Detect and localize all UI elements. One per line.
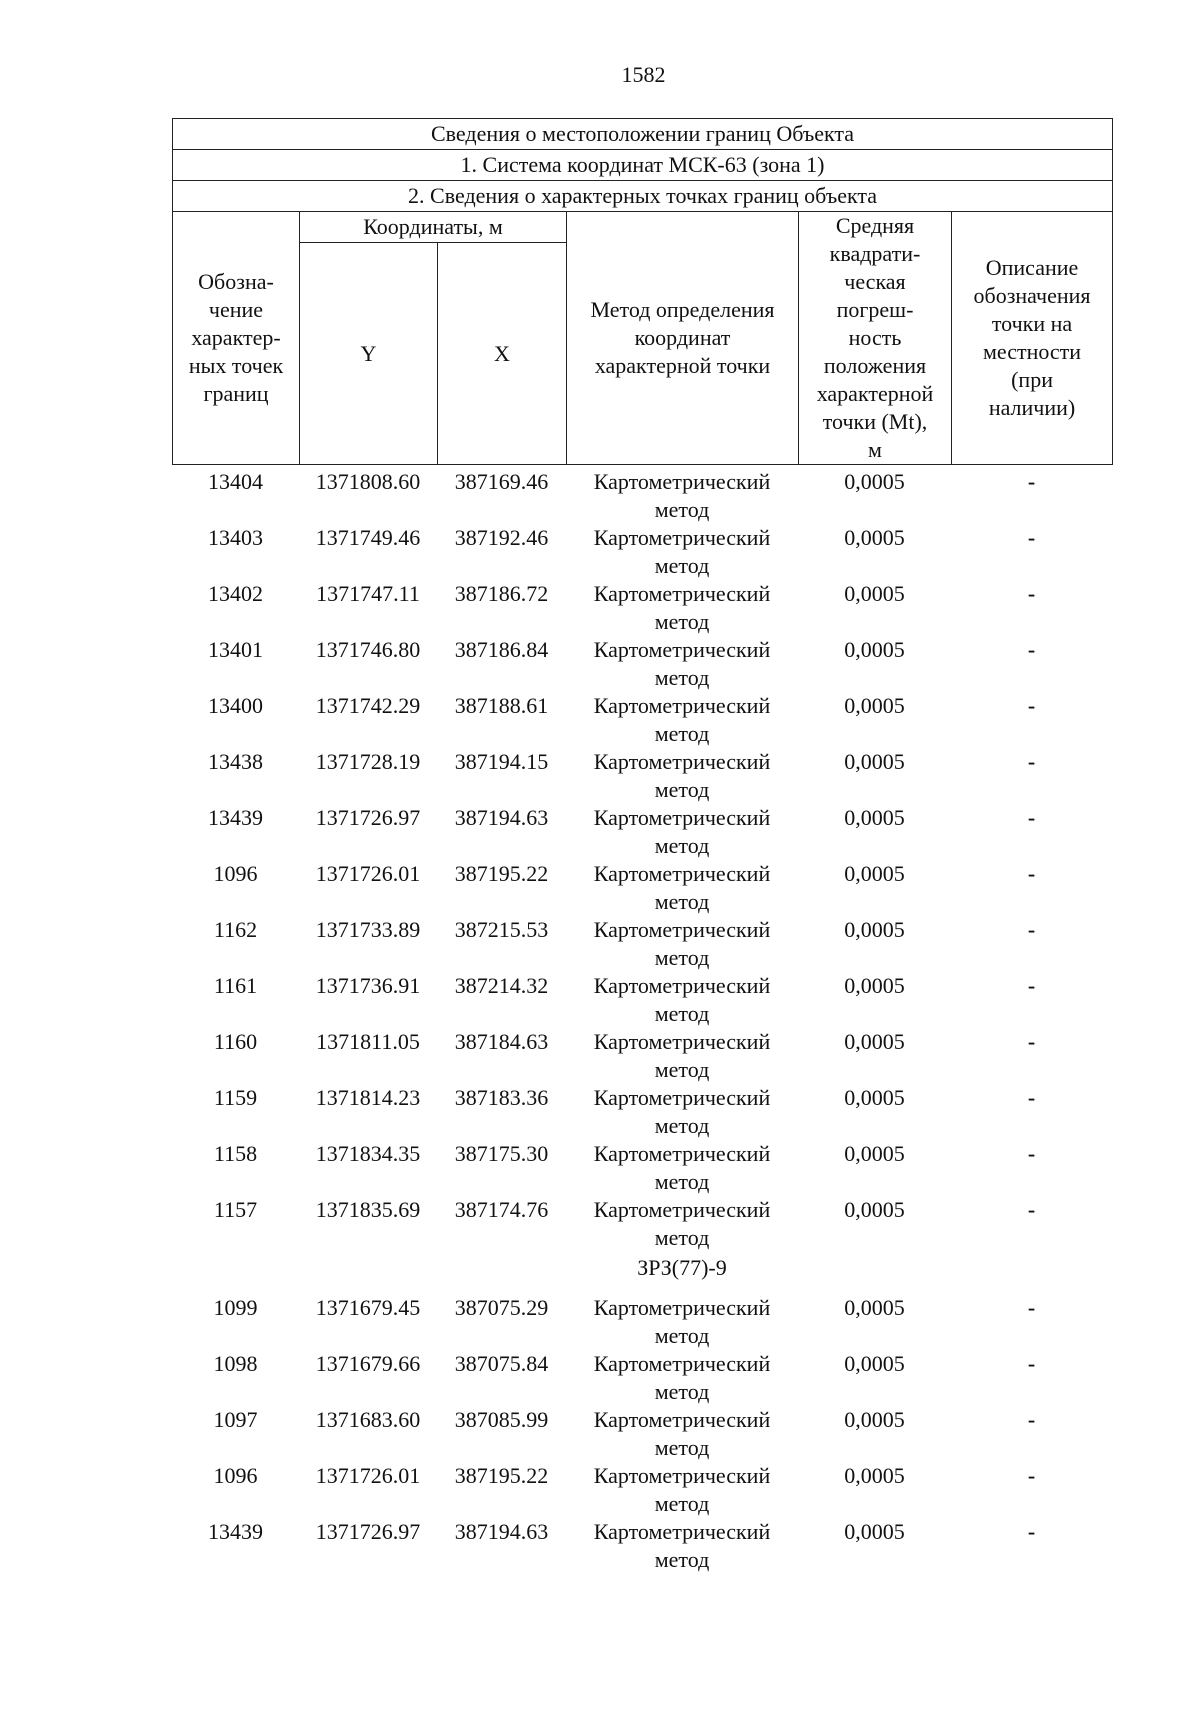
coord-x: 387075.29 xyxy=(454,1295,549,1320)
point-id: 13402 xyxy=(208,581,263,606)
method: Картометрический метод xyxy=(593,1295,771,1348)
point-id: 1160 xyxy=(213,1029,258,1054)
description: - xyxy=(1027,581,1036,606)
description: - xyxy=(1027,805,1036,830)
coord-y: 1371747.11 xyxy=(316,581,420,606)
col-header-point: Обозна- чение характер- ных точек границ xyxy=(173,212,300,465)
table-title: Сведения о местоположении границ Объекта xyxy=(173,119,1113,150)
method: Картометрический метод xyxy=(593,581,771,634)
method: Картометрический метод xyxy=(593,805,771,858)
table-row xyxy=(172,1462,1112,1518)
method: Картометрический метод xyxy=(593,637,771,690)
coord-x: 387169.46 xyxy=(454,469,549,494)
coord-x: 387075.84 xyxy=(454,1351,549,1376)
col-header-method: Метод определения координат характерной точки xyxy=(567,212,799,465)
point-id: 1096 xyxy=(213,1463,258,1488)
point-id: 13400 xyxy=(208,693,263,718)
coord-y: 1371746.80 xyxy=(315,637,421,662)
description: - xyxy=(1027,1407,1036,1432)
error-value: 0,0005 xyxy=(844,861,905,886)
table-row xyxy=(172,636,1112,692)
description: - xyxy=(1027,1295,1036,1320)
coordinates-table-header xyxy=(172,118,1113,465)
table-row xyxy=(172,916,1112,972)
error-value: 0,0005 xyxy=(844,693,905,718)
description: - xyxy=(1027,1029,1036,1054)
table-row xyxy=(172,748,1112,804)
point-id: 1159 xyxy=(213,1085,258,1110)
coord-x: 387188.61 xyxy=(454,693,549,718)
method: Картометрический метод xyxy=(593,973,771,1026)
method: Картометрический метод xyxy=(593,917,771,970)
col-header-error: Средняя квадрати- ческая погреш- ность положения характерной точки (Mt), м xyxy=(799,212,952,465)
table-row xyxy=(172,1196,1112,1252)
error-value: 0,0005 xyxy=(844,525,905,550)
description: - xyxy=(1027,917,1036,942)
method: Картометрический метод xyxy=(593,1029,771,1082)
points-section-title: 2. Сведения о характерных точках границ объекта xyxy=(173,181,1113,212)
table-row xyxy=(172,524,1112,580)
point-id: 13403 xyxy=(208,525,263,550)
error-value: 0,0005 xyxy=(844,973,905,998)
coord-y: 1371835.69 xyxy=(315,1197,421,1222)
coord-y: 1371726.97 xyxy=(315,1519,421,1544)
coord-x: 387194.63 xyxy=(454,1519,549,1544)
coord-x: 387085.99 xyxy=(454,1407,549,1432)
method: Картометрический метод xyxy=(593,1463,771,1516)
method: Картометрический метод xyxy=(593,1351,771,1404)
method: Картометрический метод xyxy=(593,1197,771,1250)
error-value: 0,0005 xyxy=(844,749,905,774)
method: Картометрический метод xyxy=(593,693,771,746)
coordinate-system-title: 1. Система координат МСК-63 (зона 1) xyxy=(173,150,1113,181)
table-row xyxy=(172,1518,1112,1574)
table-row xyxy=(172,468,1112,524)
description: - xyxy=(1027,1351,1036,1376)
error-value: 0,0005 xyxy=(844,1295,905,1320)
coord-y: 1371808.60 xyxy=(315,469,421,494)
zone-label: ЗРЗ(77)-9 xyxy=(637,1255,727,1280)
table-row xyxy=(172,1084,1112,1140)
description: - xyxy=(1027,525,1036,550)
coord-x: 387194.15 xyxy=(454,749,549,774)
col-header-coordinates: Координаты, м xyxy=(300,212,567,243)
point-id: 1162 xyxy=(213,917,258,942)
coord-y: 1371733.89 xyxy=(315,917,421,942)
error-value: 0,0005 xyxy=(844,805,905,830)
description: - xyxy=(1027,1141,1036,1166)
table-row xyxy=(172,1294,1112,1350)
table-row xyxy=(172,1406,1112,1462)
coord-y: 1371679.66 xyxy=(315,1351,421,1376)
coord-x: 387183.36 xyxy=(454,1085,549,1110)
table-row xyxy=(172,1028,1112,1084)
error-value: 0,0005 xyxy=(844,1085,905,1110)
method: Картометрический метод xyxy=(593,469,771,522)
point-id: 13439 xyxy=(208,805,263,830)
coord-y: 1371811.05 xyxy=(316,1029,420,1054)
point-id: 13439 xyxy=(208,1519,263,1544)
coord-y: 1371749.46 xyxy=(315,525,421,550)
col-header-x: X xyxy=(438,243,567,465)
method: Картометрический метод xyxy=(593,1141,771,1194)
point-id: 13404 xyxy=(208,469,263,494)
description: - xyxy=(1027,637,1036,662)
error-value: 0,0005 xyxy=(844,637,905,662)
coord-y: 1371679.45 xyxy=(315,1295,421,1320)
coord-y: 1371726.01 xyxy=(315,861,421,886)
error-value: 0,0005 xyxy=(844,1407,905,1432)
coordinates-table-body xyxy=(172,468,1112,1574)
description: - xyxy=(1027,1519,1036,1544)
coord-y: 1371834.35 xyxy=(315,1141,421,1166)
coord-x: 387175.30 xyxy=(454,1141,549,1166)
coord-y: 1371683.60 xyxy=(315,1407,421,1432)
description: - xyxy=(1027,861,1036,886)
description: - xyxy=(1027,1463,1036,1488)
point-id: 1097 xyxy=(213,1407,258,1432)
description: - xyxy=(1027,749,1036,774)
coord-y: 1371742.29 xyxy=(315,693,421,718)
coord-x: 387192.46 xyxy=(454,525,549,550)
coord-x: 387214.32 xyxy=(454,973,549,998)
coord-x: 387186.84 xyxy=(454,637,549,662)
method: Картометрический метод xyxy=(593,861,771,914)
table-row xyxy=(172,580,1112,636)
coord-x: 387174.76 xyxy=(454,1197,549,1222)
method: Картометрический метод xyxy=(593,1407,771,1460)
description: - xyxy=(1027,693,1036,718)
description: - xyxy=(1027,973,1036,998)
coord-y: 1371728.19 xyxy=(315,749,421,774)
method: Картометрический метод xyxy=(593,749,771,802)
coord-x: 387194.63 xyxy=(454,805,549,830)
point-id: 1161 xyxy=(213,973,258,998)
method: Картометрический метод xyxy=(593,1085,771,1138)
method: Картометрический метод xyxy=(593,525,771,578)
method: Картометрический метод xyxy=(593,1519,771,1572)
error-value: 0,0005 xyxy=(844,1141,905,1166)
error-value: 0,0005 xyxy=(844,1197,905,1222)
table-row xyxy=(172,860,1112,916)
error-value: 0,0005 xyxy=(844,1519,905,1544)
table-row xyxy=(172,692,1112,748)
col-header-description: Описание обозначения точки на местности (при наличии) xyxy=(952,212,1113,465)
coord-x: 387184.63 xyxy=(454,1029,549,1054)
coord-y: 1371736.91 xyxy=(315,973,421,998)
point-id: 13438 xyxy=(208,749,263,774)
error-value: 0,0005 xyxy=(844,1351,905,1376)
coord-x: 387186.72 xyxy=(454,581,549,606)
col-header-y: Y xyxy=(300,243,438,465)
table-row xyxy=(172,1350,1112,1406)
error-value: 0,0005 xyxy=(844,917,905,942)
point-id: 1158 xyxy=(213,1141,258,1166)
description: - xyxy=(1027,1085,1036,1110)
page-number: 1582 xyxy=(621,62,666,87)
point-id: 1096 xyxy=(213,861,258,886)
error-value: 0,0005 xyxy=(844,469,905,494)
table-row xyxy=(172,972,1112,1028)
coord-y: 1371726.97 xyxy=(315,805,421,830)
point-id: 13401 xyxy=(208,637,263,662)
coord-y: 1371814.23 xyxy=(315,1085,421,1110)
coord-x: 387215.53 xyxy=(454,917,549,942)
table-row xyxy=(172,1140,1112,1196)
description: - xyxy=(1027,469,1036,494)
coord-x: 387195.22 xyxy=(454,861,549,886)
coord-x: 387195.22 xyxy=(454,1463,549,1488)
point-id: 1157 xyxy=(213,1197,258,1222)
error-value: 0,0005 xyxy=(844,1029,905,1054)
point-id: 1098 xyxy=(213,1351,258,1376)
error-value: 0,0005 xyxy=(844,1463,905,1488)
error-value: 0,0005 xyxy=(844,581,905,606)
coord-y: 1371726.01 xyxy=(315,1463,421,1488)
table-row xyxy=(172,804,1112,860)
point-id: 1099 xyxy=(213,1295,258,1320)
description: - xyxy=(1027,1197,1036,1222)
